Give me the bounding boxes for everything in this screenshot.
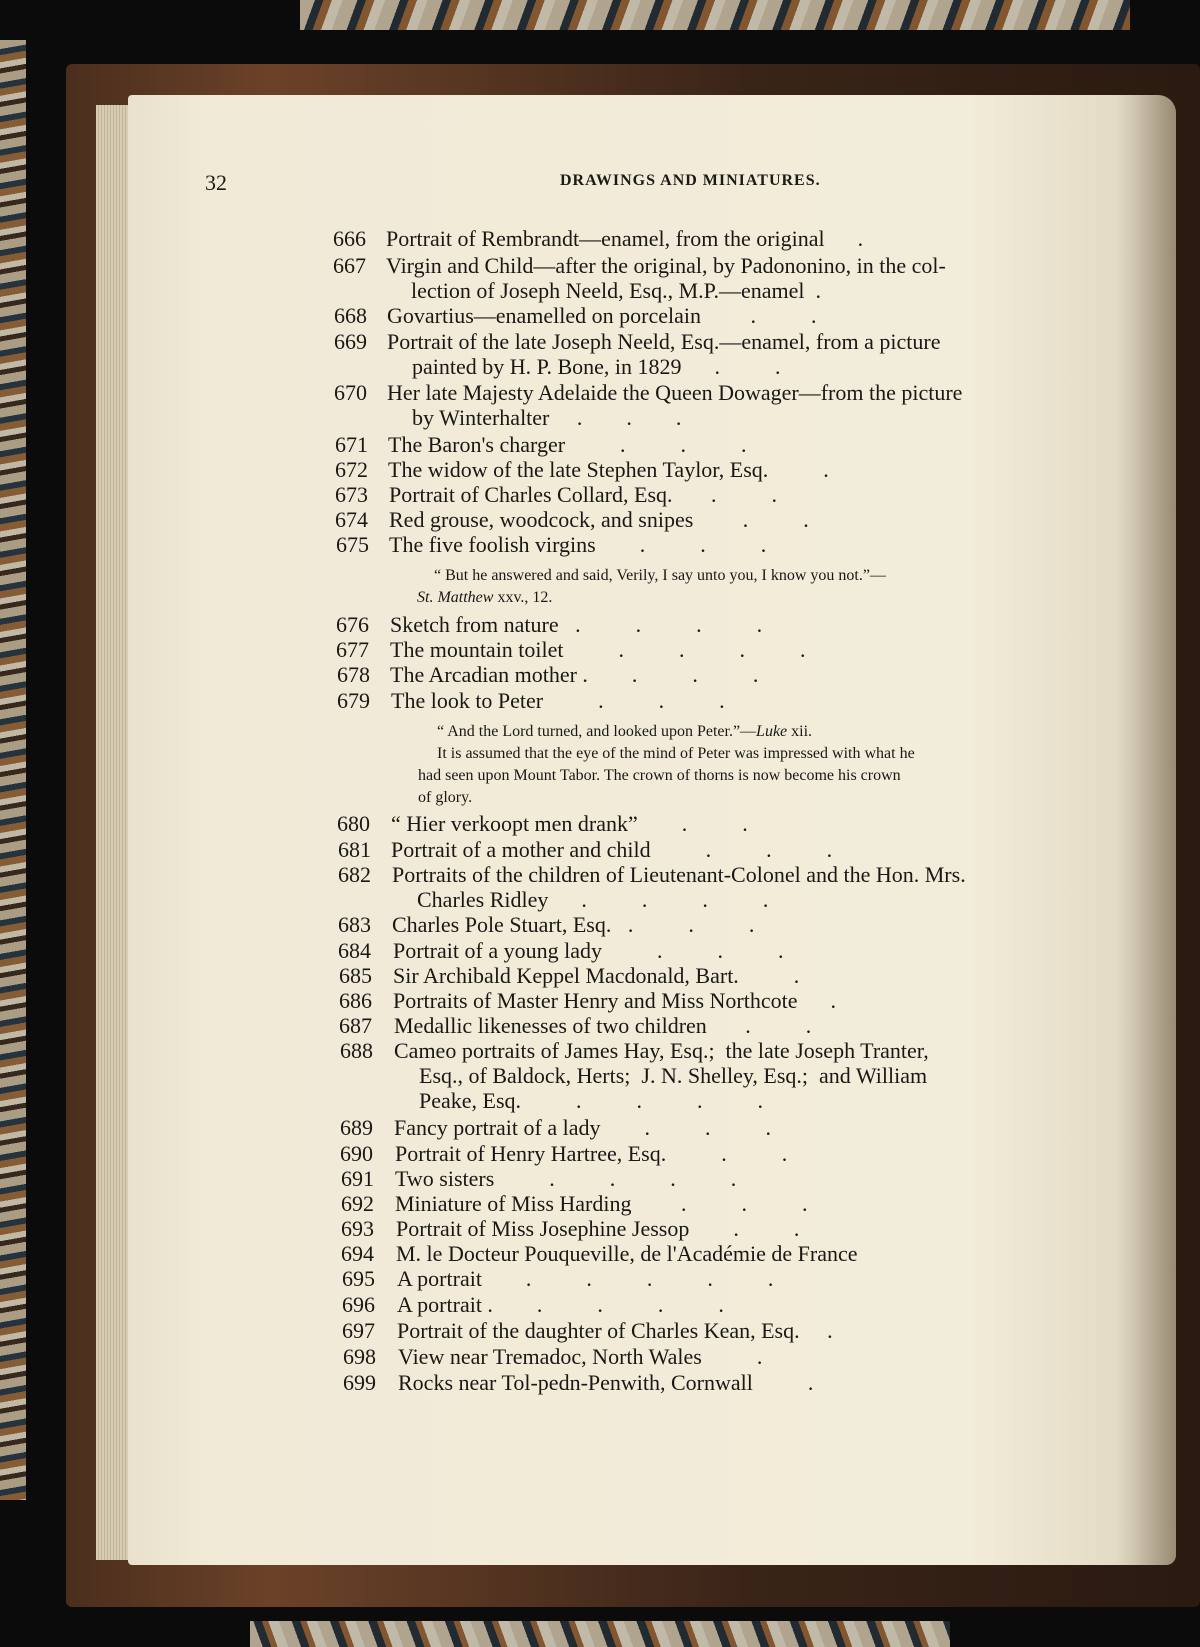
entry-number: 689 — [340, 1115, 373, 1140]
entry-number: 693 — [341, 1216, 374, 1241]
entry-title: Fancy portrait of a lady . . . — [394, 1115, 771, 1140]
entry-title: “ Hier verkoopt men drank” . . — [391, 811, 748, 836]
quote-679-line2: It is assumed that the eye of the mind of Peter was impressed with what he — [437, 745, 915, 762]
entry-title: A portrait . . . . . — [397, 1266, 774, 1291]
entry-number: 696 — [342, 1292, 375, 1317]
entry-title: Portrait of a mother and child . . . — [391, 837, 833, 862]
entry-title: Govartius—enamelled on porcelain . . — [387, 303, 817, 328]
quote-675-source: St. Matthew — [417, 589, 494, 606]
quote-679-line1: “ And the Lord turned, and looked upon Peter.”—Luke xii. — [437, 723, 813, 740]
entry-number: 688 — [340, 1038, 373, 1063]
entry-title: Cameo portraits of James Hay, Esq.; the late Joseph Tranter, — [394, 1038, 929, 1063]
entry-number: 670 — [334, 380, 367, 405]
entry-number: 682 — [338, 862, 371, 887]
entry-number: 691 — [341, 1166, 374, 1191]
entry-number: 685 — [339, 963, 372, 988]
entry-title: Portrait of Miss Josephine Jessop . . — [396, 1216, 800, 1241]
entry-number: 666 — [333, 226, 366, 251]
entry-title: A portrait . . . . . — [397, 1292, 724, 1317]
entry-title: The Arcadian mother . . . . — [390, 662, 759, 687]
entry-title-continued: lection of Joseph Neeld, Esq., M.P.—enamel . — [411, 278, 821, 303]
entry-title: Portrait of the daughter of Charles Kean, Esq. . — [397, 1318, 833, 1343]
entry-title: The five foolish virgins . . . — [389, 532, 767, 557]
entry-title-continued: Charles Ridley . . . . — [417, 887, 769, 912]
quote-679-line4: of glory. — [418, 789, 473, 806]
entry-title: Portrait of Charles Collard, Esq. . . — [389, 482, 778, 507]
entry-number: 680 — [337, 811, 370, 836]
entry-title: Portrait of the late Joseph Neeld, Esq.—enamel, from a picture — [387, 329, 941, 354]
entry-title-continued: Esq., of Baldock, Herts; J. N. Shelley, Esq.; and William — [419, 1063, 928, 1088]
entry-title: M. le Docteur Pouqueville, de l'Académie de France — [396, 1241, 858, 1266]
entry-title: Portrait of Henry Hartree, Esq. . . — [395, 1141, 788, 1166]
entry-number: 690 — [340, 1141, 373, 1166]
entry-number: 692 — [341, 1191, 374, 1216]
entry-number: 699 — [343, 1370, 376, 1395]
entry-number: 694 — [341, 1241, 374, 1266]
entry-number: 674 — [335, 507, 368, 532]
marbled-edge-top — [300, 0, 1130, 30]
entry-number: 672 — [335, 457, 368, 482]
entry-title: Medallic likenesses of two children . . — [394, 1013, 812, 1038]
entry-number: 675 — [336, 532, 369, 557]
quote-675-ref: St. Matthew xxv., 12. — [417, 589, 553, 606]
entry-title: Sketch from nature . . . . — [390, 612, 763, 637]
quote-675-line1: “ But he answered and said, Verily, I say unto you, I know you not.”— — [434, 567, 886, 584]
page-number: 32 — [205, 170, 227, 195]
entry-number: 686 — [339, 988, 372, 1013]
entry-title: Virgin and Child—after the original, by Padononino, in the col- — [386, 253, 946, 278]
entry-title: The look to Peter . . . — [391, 688, 725, 713]
entry-number: 679 — [337, 688, 370, 713]
marbled-edge-bottom — [250, 1621, 950, 1647]
entry-number: 671 — [335, 432, 368, 457]
entry-title: Rocks near Tol-pedn-Penwith, Cornwall . — [398, 1370, 814, 1395]
entry-title: Portrait of Rembrandt—enamel, from the original . — [386, 226, 864, 251]
entry-number: 669 — [334, 329, 367, 354]
entry-title: View near Tremadoc, North Wales . — [398, 1344, 763, 1369]
entry-number: 677 — [336, 637, 369, 662]
entry-number: 683 — [338, 912, 371, 937]
entry-number: 697 — [342, 1318, 375, 1343]
entry-title: Portraits of the children of Lieutenant-Colonel and the Hon. Mrs. — [392, 862, 966, 887]
entry-title-continued: painted by H. P. Bone, in 1829 . . — [412, 354, 781, 379]
entry-number: 695 — [342, 1266, 375, 1291]
entry-number: 684 — [338, 938, 371, 963]
entry-number: 676 — [336, 612, 369, 637]
entry-title-continued: Peake, Esq. . . . . — [419, 1088, 764, 1113]
entry-title: The Baron's charger . . . — [388, 432, 747, 457]
entry-title: Miniature of Miss Harding . . . — [395, 1191, 808, 1216]
entry-title-continued: by Winterhalter . . . — [412, 405, 682, 430]
entry-number: 678 — [337, 662, 370, 687]
entry-title: Two sisters . . . . — [395, 1166, 737, 1191]
entry-title: Portraits of Master Henry and Miss Northcote . — [393, 988, 836, 1013]
page-gutter-shadow — [1116, 95, 1176, 1565]
entry-title: Sir Archibald Keppel Macdonald, Bart. . — [393, 963, 800, 988]
entry-number: 673 — [335, 482, 368, 507]
marbled-edge-left — [0, 40, 26, 1500]
entry-number: 698 — [343, 1344, 376, 1369]
entry-title: Red grouse, woodcock, and snipes . . — [389, 507, 809, 532]
entry-title: The mountain toilet . . . . — [390, 637, 806, 662]
entry-number: 667 — [333, 253, 366, 278]
entry-number: 681 — [338, 837, 371, 862]
entry-title: Her late Majesty Adelaide the Queen Dowager—from the picture — [387, 380, 963, 405]
entry-title: Portrait of a young lady . . . — [393, 938, 784, 963]
entry-title: The widow of the late Stephen Taylor, Esq. . — [388, 457, 829, 482]
entry-number: 687 — [339, 1013, 372, 1038]
running-head: DRAWINGS AND MINIATURES. — [560, 172, 821, 189]
quote-679-line3: had seen upon Mount Tabor. The crown of thorns is now become his crown — [418, 767, 901, 784]
entry-number: 668 — [334, 303, 367, 328]
quote-679-source: Luke — [756, 723, 788, 740]
entry-title: Charles Pole Stuart, Esq. . . . — [392, 912, 755, 937]
